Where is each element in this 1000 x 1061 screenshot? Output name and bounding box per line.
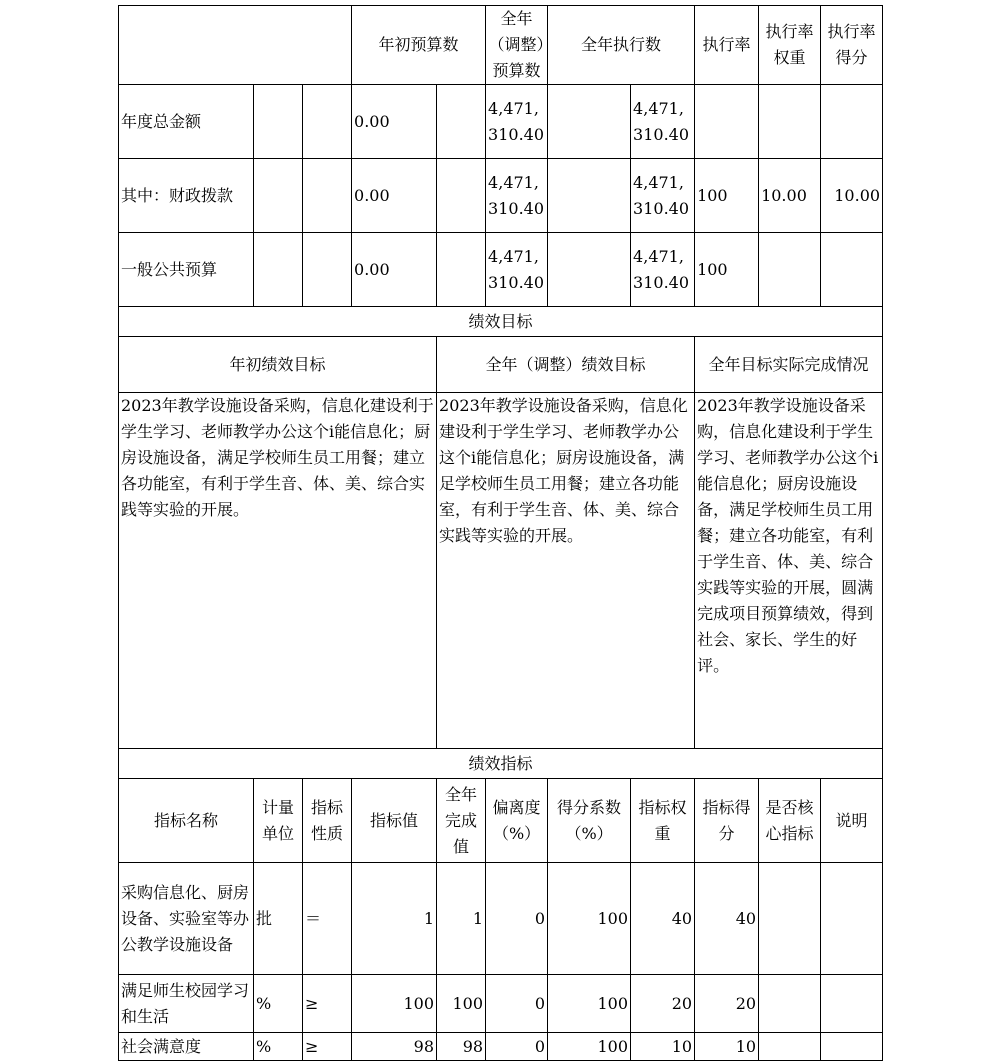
indicator-coef: 100: [548, 975, 631, 1033]
budget-row-name: 其中：财政拨款: [119, 159, 254, 233]
budget-score-value: [821, 233, 883, 307]
goals-header-row: [119, 337, 883, 393]
budget-row: [119, 85, 883, 159]
header-execution-rate: 执行率: [695, 6, 759, 85]
indicator-actual: 1: [437, 863, 486, 975]
header-indicator-name: 指标名称: [119, 779, 254, 863]
budget-row-name: 一般公共预算: [119, 233, 254, 307]
indicator-score: 20: [695, 975, 759, 1033]
header-indicator-score: 指标得分: [695, 779, 759, 863]
indicator-nature: ≥: [303, 1033, 352, 1061]
header-score-coef: 得分系数（%）: [548, 779, 631, 863]
indicator-deviation: 0: [486, 975, 548, 1033]
budget-rate-value: 100: [695, 159, 759, 233]
indicator-weight: 20: [631, 975, 695, 1033]
indicator-core: [759, 1033, 821, 1061]
initial-goal-text: 2023年教学设施设备采购，信息化建设利于学生学习、老师教学办公这个i能信息化；厨房设施设备，满足学校师生员工用餐；建立各功能室，有利于学生音、体、美、综合实践等实验的开展。: [119, 393, 437, 749]
indicator-note: [821, 1033, 883, 1061]
indicator-note: [821, 975, 883, 1033]
adjusted-goal-text: 2023年教学设施设备采购，信息化建设利于学生学习、老师教学办公这个i能信息化；厨房设施设备，满足学校师生员工用餐；建立各功能室，有利于学生音、体、美、综合实践等实验的开展。: [437, 393, 695, 749]
budget-initial-value: 0.00: [352, 233, 437, 307]
header-adjusted-goal: 全年（调整）绩效目标: [437, 337, 695, 393]
header-note: 说明: [821, 779, 883, 863]
indicator-value: 100: [352, 975, 437, 1033]
performance-table: [118, 5, 883, 1061]
budget-row-name: 年度总金额: [119, 85, 254, 159]
indicator-score: 10: [695, 1033, 759, 1061]
budget-header-row: [119, 6, 883, 85]
budget-initial-value: 0.00: [352, 159, 437, 233]
indicator-row: [119, 863, 883, 975]
empty-cell: [254, 159, 303, 233]
indicator-actual: 100: [437, 975, 486, 1033]
header-indicator-value: 指标值: [352, 779, 437, 863]
budget-row: [119, 159, 883, 233]
header-indicator-weight: 指标权重: [631, 779, 695, 863]
budget-rate-value: 100: [695, 233, 759, 307]
indicator-deviation: 0: [486, 863, 548, 975]
budget-weight-value: [759, 85, 821, 159]
header-actual-completion: 全年目标实际完成情况: [695, 337, 883, 393]
budget-executed-value: 4,471,310.40: [631, 159, 695, 233]
indicator-core: [759, 975, 821, 1033]
budget-adjusted-value: 4,471,310.40: [486, 85, 548, 159]
header-actual-value: 全年完成值: [437, 779, 486, 863]
indicators-section-title: 绩效指标: [119, 749, 883, 779]
empty-cell: [437, 233, 486, 307]
indicator-unit: 批: [254, 863, 303, 975]
indicator-row: [119, 975, 883, 1033]
goals-section-title: 绩效目标: [119, 307, 883, 337]
indicator-weight: 10: [631, 1033, 695, 1061]
indicator-weight: 40: [631, 863, 695, 975]
empty-cell: [437, 159, 486, 233]
header-core-indicator: 是否核心指标: [759, 779, 821, 863]
indicator-coef: 100: [548, 863, 631, 975]
empty-cell: [303, 85, 352, 159]
budget-adjusted-value: 4,471,310.40: [486, 233, 548, 307]
header-rate-score: 执行率得分: [821, 6, 883, 85]
budget-rate-value: [695, 85, 759, 159]
budget-row: [119, 233, 883, 307]
indicator-value: 98: [352, 1033, 437, 1061]
indicator-deviation: 0: [486, 1033, 548, 1061]
actual-completion-text: 2023年教学设施设备采购，信息化建设利于学生学习、老师教学办公这个i能信息化；厨房设施设备，满足学校师生员工用餐；建立各功能室，有利于学生音、体、美、综合实践等实验的开展，圆满完成项目预算绩效，得到社会、家长、学生的好评。: [695, 393, 883, 749]
header-initial-budget: 年初预算数: [352, 6, 486, 85]
budget-weight-value: [759, 233, 821, 307]
goals-title-row: [119, 307, 883, 337]
budget-adjusted-value: 4,471,310.40: [486, 159, 548, 233]
goals-content-row: [119, 393, 883, 749]
indicator-actual: 98: [437, 1033, 486, 1061]
budget-executed-value: 4,471,310.40: [631, 85, 695, 159]
indicators-title-row: [119, 749, 883, 779]
budget-score-value: [821, 85, 883, 159]
header-executed: 全年执行数: [548, 6, 695, 85]
indicator-unit: %: [254, 1033, 303, 1061]
indicator-value: 1: [352, 863, 437, 975]
header-deviation: 偏离度（%）: [486, 779, 548, 863]
budget-executed-value: 4,471,310.40: [631, 233, 695, 307]
indicator-nature: ＝: [303, 863, 352, 975]
budget-score-value: 10.00: [821, 159, 883, 233]
empty-cell: [254, 233, 303, 307]
indicators-header-row: [119, 779, 883, 863]
empty-cell: [548, 159, 631, 233]
indicator-score: 40: [695, 863, 759, 975]
empty-cell: [254, 85, 303, 159]
header-rate-weight: 执行率权重: [759, 6, 821, 85]
indicator-core: [759, 863, 821, 975]
indicator-nature: ≥: [303, 975, 352, 1033]
budget-header-blank: [119, 6, 352, 85]
header-nature: 指标性质: [303, 779, 352, 863]
empty-cell: [303, 233, 352, 307]
budget-weight-value: 10.00: [759, 159, 821, 233]
header-unit: 计量单位: [254, 779, 303, 863]
empty-cell: [303, 159, 352, 233]
empty-cell: [548, 233, 631, 307]
indicator-unit: %: [254, 975, 303, 1033]
header-initial-goal: 年初绩效目标: [119, 337, 437, 393]
empty-cell: [548, 85, 631, 159]
indicator-note: [821, 863, 883, 975]
indicator-coef: 100: [548, 1033, 631, 1061]
empty-cell: [437, 85, 486, 159]
header-adjusted-budget: 全年（调整）预算数: [486, 6, 548, 85]
indicator-name: 社会满意度: [119, 1033, 254, 1061]
budget-initial-value: 0.00: [352, 85, 437, 159]
indicator-name: 满足师生校园学习和生活: [119, 975, 254, 1033]
indicator-name: 采购信息化、厨房设备、实验室等办公教学设施设备: [119, 863, 254, 975]
indicator-row: [119, 1033, 883, 1061]
